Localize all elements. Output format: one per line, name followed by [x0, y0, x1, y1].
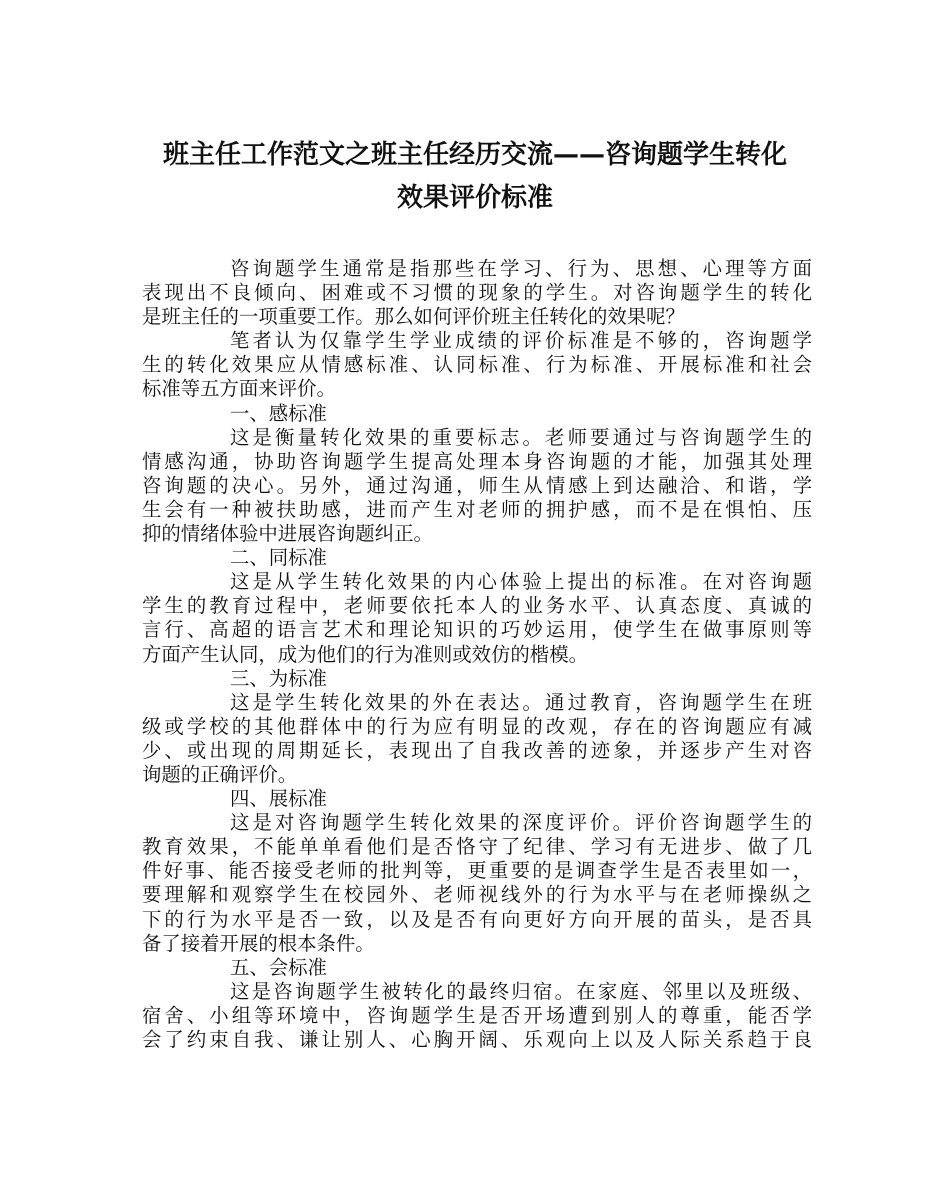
text-line: 表现出不良倾向、困难或不习惯的现象的学生。对咨询题学生的转化: [142, 281, 812, 305]
text-line: 这是学生转化效果的外在表达。通过教育，咨询题学生在班: [230, 690, 812, 714]
text-line: 方面产生认同，成为他们的行为准则或效仿的楷模。: [142, 642, 588, 666]
text-line: 生的转化效果应从情感标准、认同标准、行为标准、开展标准和社会: [142, 353, 812, 377]
text-line: 学生的教育过程中，老师要依托本人的业务水平、认真态度、真诚的: [142, 594, 812, 618]
text-line: 下的行为水平是否一致，以及是否有向更好方向开展的苗头，是否具: [142, 907, 812, 931]
text-line: 是班主任的一项重要工作。那么如何评价班主任转化的效果呢？: [142, 305, 685, 329]
document-title-line-2: 效果评价标准: [396, 183, 553, 213]
text-line: 生会有一种被扶助感，进而产生对老师的拥护感，而不是在惧怕、压: [142, 497, 812, 521]
text-line: 标准等五方面来评价。: [142, 377, 336, 401]
text-line: 教育效果，不能单单看他们是否恪守了纪律、学习有无进步、做了几: [142, 835, 812, 859]
text-line: 抑的情绪体验中进展咨询题纠正。: [142, 522, 433, 546]
text-line: 一、感标准: [230, 401, 327, 425]
text-line: 言行、高超的语言艺术和理论知识的巧妙运用，使学生在做事原则等: [142, 618, 812, 642]
text-line: 笔者认为仅靠学生学业成绩的评价标准是不够的，咨询题学: [230, 329, 812, 353]
text-line: 宿舍、小组等环境中，咨询题学生是否开场遭到别人的尊重，能否学: [142, 1003, 812, 1027]
text-line: 少、或出现的周期延长，表现出了自我改善的迹象，并逐步产生对咨: [142, 738, 812, 762]
text-line: 这是咨询题学生被转化的最终归宿。在家庭、邻里以及班级、: [230, 979, 812, 1003]
text-line: 咨询题学生通常是指那些在学习、行为、思想、心理等方面: [230, 257, 812, 280]
text-line: 件好事、能否接受老师的批判等，更重要的是调查学生是否表里如一，: [142, 859, 812, 883]
text-line: 二、同标准: [230, 546, 327, 570]
text-line: 三、为标准: [230, 666, 327, 690]
text-line: 咨询题的决心。另外，通过沟通，师生从情感上到达融洽、和谐，学: [142, 473, 812, 497]
text-line: 这是衡量转化效果的重要标志。老师要通过与咨询题学生的: [230, 425, 812, 449]
text-line: 情感沟通，协助咨询题学生提高处理本身咨询题的才能，加强其处理: [142, 449, 812, 473]
document-title-line-1: 班主任工作范文之班主任经历交流——咨询题学生转化: [162, 140, 787, 170]
text-line: 这是对咨询题学生转化效果的深度评价。评价咨询题学生的: [230, 811, 812, 835]
text-line: 级或学校的其他群体中的行为应有明显的改观，存在的咨询题应有减: [142, 714, 812, 738]
document-body: [142, 257, 812, 1052]
text-line: 四、展标准: [230, 787, 327, 811]
text-line: 五、会标准: [230, 955, 327, 979]
text-line: 询题的正确评价。: [142, 762, 298, 786]
text-line: 备了接着开展的根本条件。: [142, 931, 375, 955]
text-line: 会了约束自我、谦让别人、心胸开阔、乐观向上以及人际关系趋于良: [142, 1028, 812, 1051]
text-line: 要理解和观察学生在校园外、老师视线外的行为水平与在老师操纵之: [142, 883, 812, 907]
text-line: 这是从学生转化效果的内心体验上提出的标准。在对咨询题: [230, 570, 812, 594]
